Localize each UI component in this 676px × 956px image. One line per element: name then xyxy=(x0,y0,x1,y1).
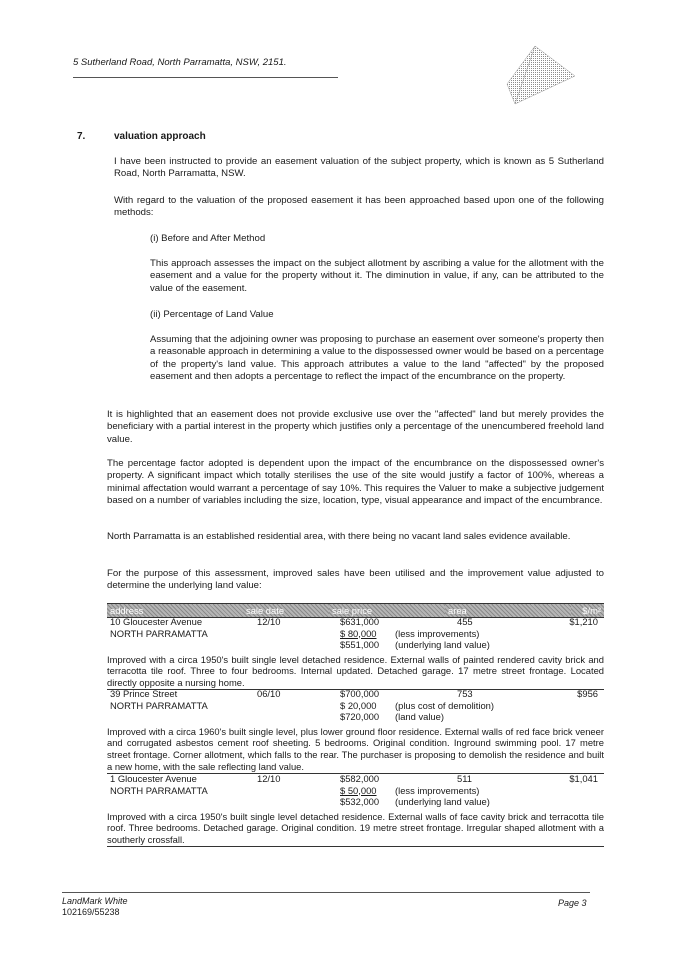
sale-price: $700,000 xyxy=(340,688,380,699)
intro-paragraph: I have been instructed to provide an easement valuation of the subject property, which is known as 5 Sutherland Road, North Parramatta, NSW. xyxy=(114,156,604,180)
method-2-text: Assuming that the adjoining owner was proposing to purchase an easement over someone's property then a reasonable approach in determining a value to the dispossessed owner would be based on a percentage of the property's land value. This approach attributes a value to the land "affected" by the proposed easement and then adopts a percentage to reflect the impact of the encumbrance on the property. xyxy=(150,334,604,382)
sale-land-note: (underlying land value) xyxy=(395,796,490,807)
company-logo-icon xyxy=(505,44,577,106)
sale-area: 511 xyxy=(457,773,472,784)
method-1-text: This approach assesses the impact on the subject allotment by ascribing a value for the allotment with the easement and a value for the property without it. The diminution in value, if any, can be attributed to the value of the easement. xyxy=(150,258,604,294)
footer-rule xyxy=(62,892,590,893)
col-area: area xyxy=(445,604,571,618)
sale-record xyxy=(107,616,604,690)
sale-land-note: (land value) xyxy=(395,711,444,722)
sale-adjustment: $ 20,000 xyxy=(340,699,377,711)
sale-description: Improved with a circa 1950's built single level detached residence. External walls of face cavity brick and terracotta tile roof. Three bedrooms. Detached garage. Original condition. 19 metre street frontage. Irregular shaped allotment with a southerly crossfall. xyxy=(107,808,604,847)
sale-street: 10 Gloucester Avenue xyxy=(110,616,203,627)
sale-adjustment-note: (less improvements) xyxy=(395,627,480,639)
section-title: valuation approach xyxy=(114,131,206,142)
sale-land-value: $551,000 xyxy=(340,639,380,650)
sale-date: 06/10 xyxy=(257,688,281,699)
percentage-paragraph: The percentage factor adopted is dependent upon the impact of the encumbrance on the dispossessed owner's property. A significant impact which totally sterilises the use of the site would justify a factor of 100%, whereas a minimal affectation would warrant a percentage of say 10%. This requires the Valuer to make a subjective judgement based on a number of variables including the size, location, type, visual appearance and impact of the encumbrance. xyxy=(107,458,604,506)
sale-record xyxy=(107,773,604,847)
sale-suburb: NORTH PARRAMATTA xyxy=(110,699,208,711)
col-address: address xyxy=(107,604,243,618)
sale-description: Improved with a circa 1960's built single level, plus lower ground floor residence. External walls of red face brick veneer and corrugated asbestos cement roof sheeting. 5 bedrooms. Original condition. Inground swimming pool. 17 metre street frontage. Corner allotment, which falls to the rear. The purchaser is proposing to demolish the residence and built a new home, with the sale reflecting land value. xyxy=(107,723,604,774)
sale-area: 455 xyxy=(457,616,473,627)
sale-adjustment: $ 50,000 xyxy=(340,784,377,796)
area-paragraph: North Parramatta is an established residential area, with there being no vacant land sales evidence available. xyxy=(107,531,571,542)
section-number: 7. xyxy=(77,131,86,142)
sale-price: $631,000 xyxy=(340,616,380,627)
sale-land-note: (underlying land value) xyxy=(395,639,490,650)
sale-date: 12/10 xyxy=(257,616,281,627)
sale-street: 1 Gloucester Avenue xyxy=(110,773,197,784)
method-2-title: (ii) Percentage of Land Value xyxy=(150,309,274,320)
method-1-title: (i) Before and After Method xyxy=(150,233,266,244)
sale-rate: $1,210 xyxy=(569,616,598,627)
col-rate: $/m² xyxy=(571,604,604,618)
sale-adjustment-note: (plus cost of demolition) xyxy=(395,699,495,711)
sale-suburb: NORTH PARRAMATTA xyxy=(110,784,208,796)
sale-record xyxy=(107,688,604,774)
sale-description: Improved with a circa 1950's built single level detached residence. External walls of painted rendered cavity brick and terracotta tile roof. Three to four bedrooms. Internal updated. Detached garage. 17 metre street frontage. Located directly opposite a nursing home. xyxy=(107,651,604,690)
sale-adjustment: $ 80,000 xyxy=(340,627,377,639)
sale-area: 753 xyxy=(457,688,473,699)
col-sale-date: sale date xyxy=(243,604,329,618)
footer-company: LandMark White xyxy=(62,896,128,906)
sale-price: $582,000 xyxy=(340,773,380,784)
page-number: Page 3 xyxy=(558,898,587,908)
sale-land-value: $720,000 xyxy=(340,711,380,722)
footer-reference: 102169/55238 xyxy=(62,907,120,917)
easement-paragraph: It is highlighted that an easement does not provide exclusive use over the "affected" land but merely provides the beneficiary with a partial interest in the property which justifies only a percentage of the unencumbered freehold land value. xyxy=(107,409,604,445)
sale-suburb: NORTH PARRAMATTA xyxy=(110,627,208,639)
methods-paragraph: With regard to the valuation of the proposed easement it has been approached based upon one of the following methods: xyxy=(114,195,604,219)
sale-rate: $956 xyxy=(577,688,598,699)
purpose-paragraph: For the purpose of this assessment, improved sales have been utilised and the improvement value adjusted to determine the underlying land value: xyxy=(107,568,604,592)
col-sale-price: sale price xyxy=(329,604,445,618)
sale-street: 39 Prince Street xyxy=(110,688,178,699)
sale-rate: $1,041 xyxy=(569,773,598,784)
sale-date: 12/10 xyxy=(257,773,281,784)
sale-adjustment-note: (less improvements) xyxy=(395,784,480,796)
sale-land-value: $532,000 xyxy=(340,796,380,807)
header-rule xyxy=(73,77,338,78)
header-address: 5 Sutherland Road, North Parramatta, NSW, 2151. xyxy=(73,57,287,68)
